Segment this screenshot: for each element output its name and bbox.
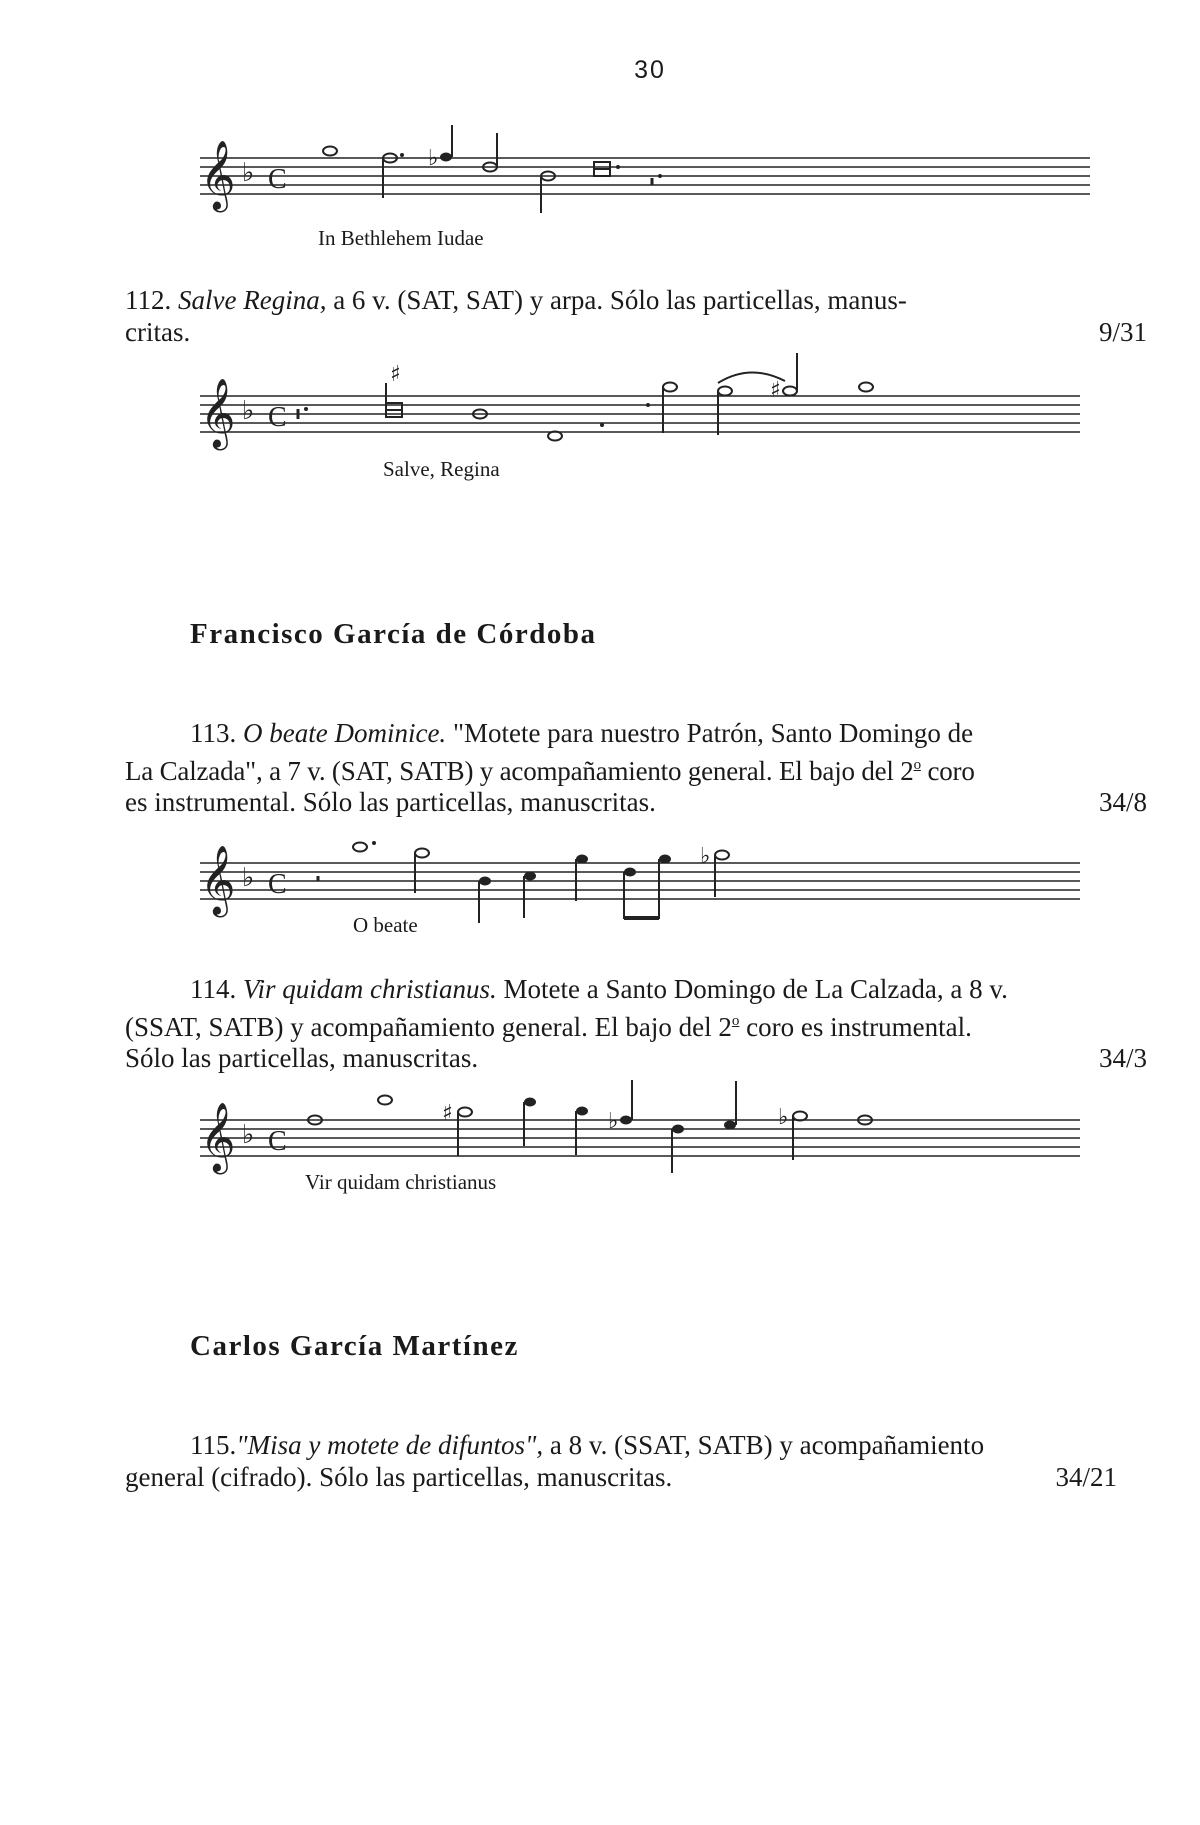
composer-name: Carlos García Martínez [190,1330,519,1362]
entry-text: a 8 v. (SSAT, SATB) y acompañamiento [549,1430,985,1460]
entry-text: es instrumental. Sólo las particellas, manuscritas. [125,787,656,817]
svg-text:♯: ♯ [770,378,781,403]
entry-text: (SSAT, SATB) y acompañamiento general. El bajo del 2 [125,1011,732,1042]
entry-number: 113. [190,718,237,748]
svg-text:♭: ♭ [242,1120,255,1150]
entry-text: Sólo las particellas, manuscritas. [125,1043,479,1073]
svg-text:C: C [268,1126,287,1157]
entry-title: O beate Dominice. [243,718,447,748]
svg-text:♭: ♭ [608,1109,619,1134]
entry-text: "Motete para nuestro Patrón, Santo Domingo de [452,718,974,748]
svg-text:♯: ♯ [442,1101,453,1126]
svg-text:C: C [268,402,287,433]
entry-text: critas. [125,316,191,347]
svg-text:♭: ♭ [778,1105,789,1130]
incipit-label: In Bethlehem Iudae [318,226,484,250]
ordinal-mark: o [913,756,921,773]
treble-clef-icon: 𝄞 [200,845,236,915]
svg-text:♭: ♭ [700,844,711,869]
svg-text:𝄞: 𝄞 [200,140,236,210]
svg-text:♭: ♭ [242,158,255,188]
entry-number: 114. [190,974,237,1004]
entry-number: 112. [125,285,172,315]
incipit-label: Salve, Regina [383,457,500,481]
svg-text:♭: ♭ [242,863,255,893]
music-staff-incipit-2 [190,353,1090,473]
incipit-label: O beate [353,913,418,937]
treble-clef-icon [200,140,235,212]
catalog-number: 9/31 [1098,316,1147,347]
ordinal-mark: o [731,1012,740,1029]
entry-title: Salve Regina, [178,285,327,315]
entry-114 [125,974,1147,1075]
incipit-label: Vir quidam christianus [305,1170,497,1194]
svg-text:C: C [268,164,287,195]
entry-text: Motete a Santo Domingo de La Calzada, a 8 v. [503,974,1008,1004]
entry-115 [125,1430,1147,1493]
entry-title: "Misa y motete de difuntos", [236,1430,544,1460]
catalog-number: 34/21 [1055,1461,1117,1492]
entry-text: La Calzada", a 7 v. (SAT, SATB) y acompañamiento general. El bajo del 2 [125,755,914,786]
svg-text:♭: ♭ [242,396,255,426]
entry-112 [125,285,1147,348]
page-number: 30 [634,56,666,84]
entry-number: 115. [190,1430,237,1460]
entry-text: a 6 v. (SAT, SAT) y arpa. Sólo las particellas, manus- [333,285,907,315]
svg-text:C: C [268,869,287,900]
entry-text: general (cifrado). Sólo las particellas, manuscritas. [125,1461,673,1492]
catalog-number: 34/8 [1098,787,1147,817]
entry-text: coro es instrumental. [746,1011,972,1042]
treble-clef-icon: 𝄞 [200,1102,236,1172]
entry-113 [125,718,1147,819]
composer-name: Francisco García de Córdoba [190,618,597,650]
entry-title: Vir quidam christianus. [243,974,497,1004]
svg-text:♭: ♭ [428,146,439,171]
music-staff-incipit-3 [190,823,1090,943]
catalog-number: 34/3 [1098,1043,1147,1073]
svg-text:♯: ♯ [390,362,401,387]
treble-clef-icon: 𝄞 [200,378,236,448]
entry-text: coro [927,755,975,786]
